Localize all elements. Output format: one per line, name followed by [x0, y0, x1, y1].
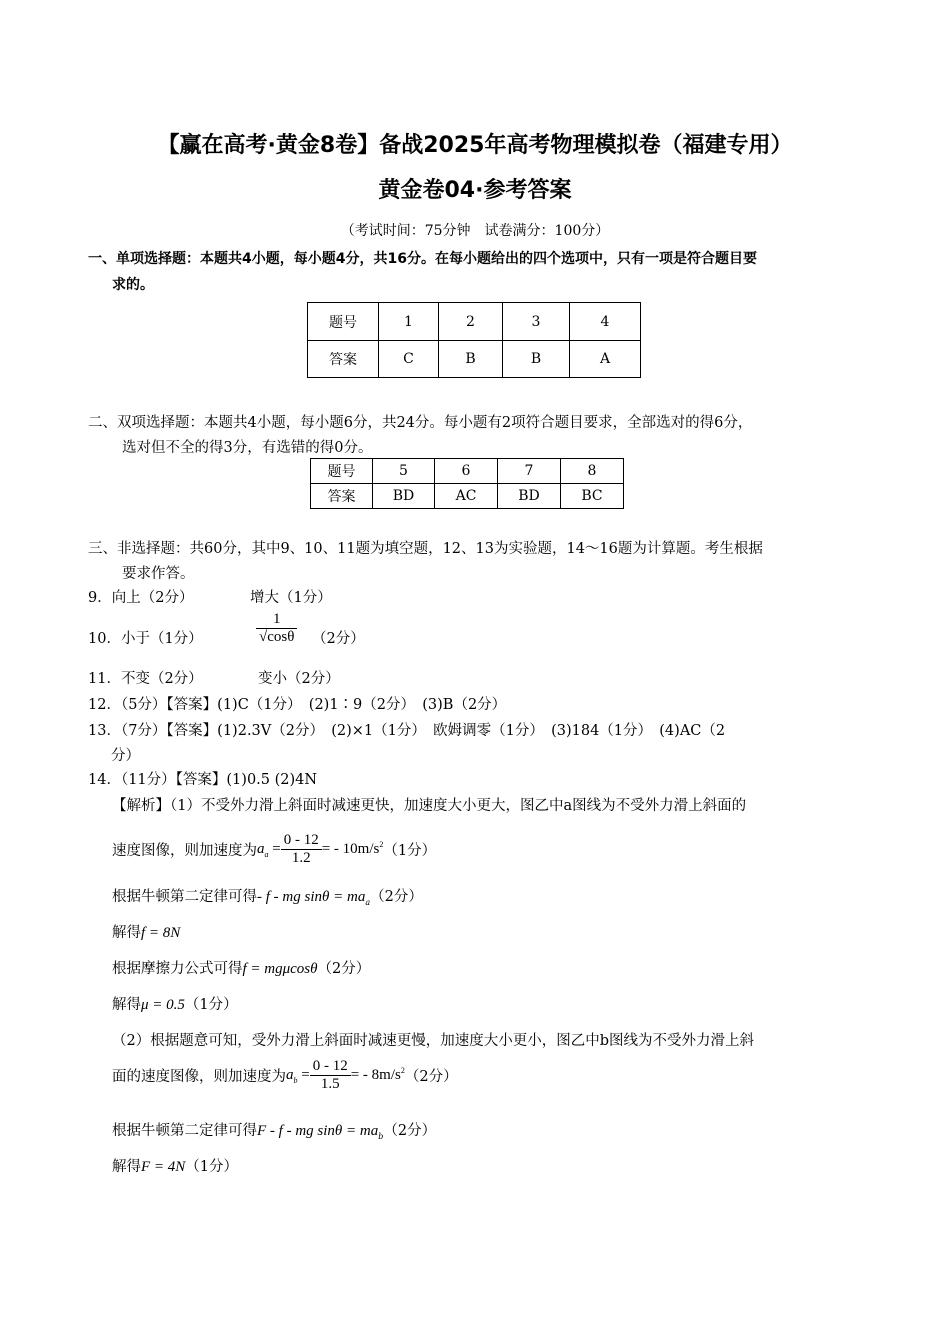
section-1-heading: 一、单项选择题：本题共4小题，每小题4分，共16分。在每小题给出的四个选项中，只有一项是符合题目要	[88, 251, 757, 267]
fraction-denominator: 1.2	[291, 850, 311, 866]
analysis-paragraph-2: （2）根据题意可知，受外力滑上斜面时减速更慢，加速度大小更小，图乙中b图线为不受外力滑上斜	[112, 1033, 755, 1049]
score-note: （2分）	[370, 889, 423, 905]
section-2-heading-cont: 选对但不全的得3分，有选错的得0分。	[122, 440, 373, 456]
answer-table-double	[310, 458, 624, 509]
table-cell: 4	[570, 303, 641, 341]
answer-9-part-2: 增大（1分）	[250, 590, 332, 606]
answer-10-formula	[256, 611, 297, 646]
equation: μ = 0.5	[141, 997, 185, 1013]
table-row-label: 答案	[311, 484, 373, 509]
analysis-text: 根据牛顿第二定律可得	[112, 1123, 257, 1139]
equation: - f - mg sinθ = ma	[257, 889, 366, 905]
analysis-eq2-line	[112, 1058, 458, 1093]
answer-11-part-1: 11．不变（2分）	[88, 671, 203, 687]
analysis-text: 面的速度图像，则加速度为	[112, 1069, 286, 1085]
table-cell: B	[439, 341, 503, 378]
analysis-friction	[112, 957, 370, 978]
analysis-result-mu	[112, 993, 238, 1014]
score-note: （1分）	[184, 997, 238, 1013]
analysis-text: 根据摩擦力公式可得	[112, 961, 243, 977]
table-cell: 6	[435, 459, 498, 484]
equation-subscript: a	[365, 897, 371, 907]
table-cell: 3	[503, 303, 570, 341]
analysis-result-f	[112, 921, 180, 942]
sqrt-content: cosθ	[267, 629, 295, 645]
table-cell: 7	[498, 459, 561, 484]
equation: f = mgμcosθ	[242, 961, 318, 977]
table-cell: BD	[498, 484, 561, 509]
analysis-newton-1	[112, 885, 423, 907]
table-cell: B	[503, 341, 570, 378]
table-cell: C	[379, 341, 439, 378]
section-2-heading: 二、双项选择题：本题共4小题，每小题6分，共24分。每小题有2项符合题目要求，全部选对的得6分，	[88, 415, 753, 431]
fraction-numerator: 0 - 12	[310, 1058, 351, 1076]
equation: F - f - mg sinθ = ma	[257, 1123, 379, 1139]
score-note: （1分）	[383, 843, 437, 859]
table-cell: BD	[373, 484, 435, 509]
section-3-heading-cont: 要求作答。	[122, 566, 195, 582]
equation-superscript: 2	[379, 839, 384, 849]
answer-14: 14．（11分）【答案】(1)0.5 (2)4N	[88, 772, 318, 788]
equation-rhs: = - 10m/s	[321, 840, 380, 857]
answer-table-single	[307, 302, 641, 378]
equation: f = 8N	[141, 925, 181, 941]
sqrt-icon: √	[259, 629, 268, 645]
analysis-text: 根据牛顿第二定律可得	[112, 889, 257, 905]
page-title: 【赢在高考·黄金8卷】备战2025年高考物理模拟卷（福建专用）	[157, 133, 793, 158]
fraction-denominator	[256, 628, 297, 646]
equation-subscript: a	[264, 849, 269, 859]
equation-symbol: a	[286, 1066, 294, 1083]
analysis-paragraph-1: 【解析】（1）不受外力滑上斜面时减速更快，加速度大小更大，图乙中a图线为不受外力滑上斜面的	[112, 798, 747, 814]
answer-12: 12．（5分）【答案】(1)C（1分） (2)1∶9（2分） (3)B（2分）	[88, 697, 507, 713]
table-cell: 1	[379, 303, 439, 341]
table-cell: A	[570, 341, 641, 378]
table-cell: 8	[561, 459, 624, 484]
score-note: （2分）	[404, 1069, 458, 1085]
page-subtitle: 黄金卷04·参考答案	[378, 178, 572, 203]
table-row-label: 答案	[308, 341, 379, 378]
analysis-eq1-line	[112, 832, 436, 867]
fraction	[281, 832, 322, 867]
table-cell: 5	[373, 459, 435, 484]
answer-10-part-2: （2分）	[312, 631, 365, 647]
analysis-text: 解得	[112, 925, 141, 941]
answer-9-part-1: 9．向上（2分）	[88, 590, 194, 606]
fraction-denominator: 1.5	[320, 1076, 340, 1092]
fraction	[256, 611, 297, 646]
table-cell: AC	[435, 484, 498, 509]
fraction	[310, 1058, 351, 1093]
fraction-numerator: 1	[272, 611, 281, 627]
answer-13: 13．（7分）【答案】(1)2.3V（2分） (2)×1（1分） 欧姆调零（1分） (3)184（1分） (4)AC（2	[88, 723, 726, 739]
analysis-newton-2	[112, 1119, 436, 1141]
equation: F = 4N	[141, 1159, 186, 1175]
answer-11-part-2: 变小（2分）	[258, 671, 340, 687]
equation-rhs: = - 8m/s	[350, 1066, 401, 1083]
table-row-label: 题号	[308, 303, 379, 341]
equation: $a_b$ = $\frac{0 - 12}{1.5}$ = - $8m/s^2$	[286, 1058, 405, 1092]
answer-10-part-1: 10．小于（1分）	[88, 631, 203, 647]
equation-subscript: b	[293, 1075, 298, 1085]
section-1-heading-cont: 求的。	[112, 277, 154, 293]
table-cell: 2	[439, 303, 503, 341]
fraction-numerator: 0 - 12	[281, 832, 322, 850]
analysis-text: 速度图像，则加速度为	[112, 843, 257, 859]
answer-13-cont: 分）	[111, 748, 140, 764]
equation: $a_a$ = $\frac{0 - 12}{1.2}$ = - $10m/s^2$	[257, 832, 384, 866]
score-note: （2分）	[383, 1123, 437, 1139]
exam-info: （考试时间：75分钟 试卷满分：100分）	[340, 223, 610, 239]
analysis-result-F	[112, 1155, 238, 1176]
section-3-heading: 三、非选择题：共60分，其中9、10、11题为填空题，12、13为实验题，14～16题为计算题。考生根据	[88, 541, 763, 557]
table-row-label: 题号	[311, 459, 373, 484]
equation-subscript: b	[378, 1131, 384, 1141]
table-cell: BC	[561, 484, 624, 509]
equation-symbol: a	[257, 840, 265, 857]
score-note: （1分）	[185, 1159, 239, 1175]
analysis-text: 解得	[112, 997, 141, 1013]
analysis-text: 解得	[112, 1159, 141, 1175]
equation-superscript: 2	[400, 1065, 405, 1075]
score-note: （2分）	[317, 961, 371, 977]
